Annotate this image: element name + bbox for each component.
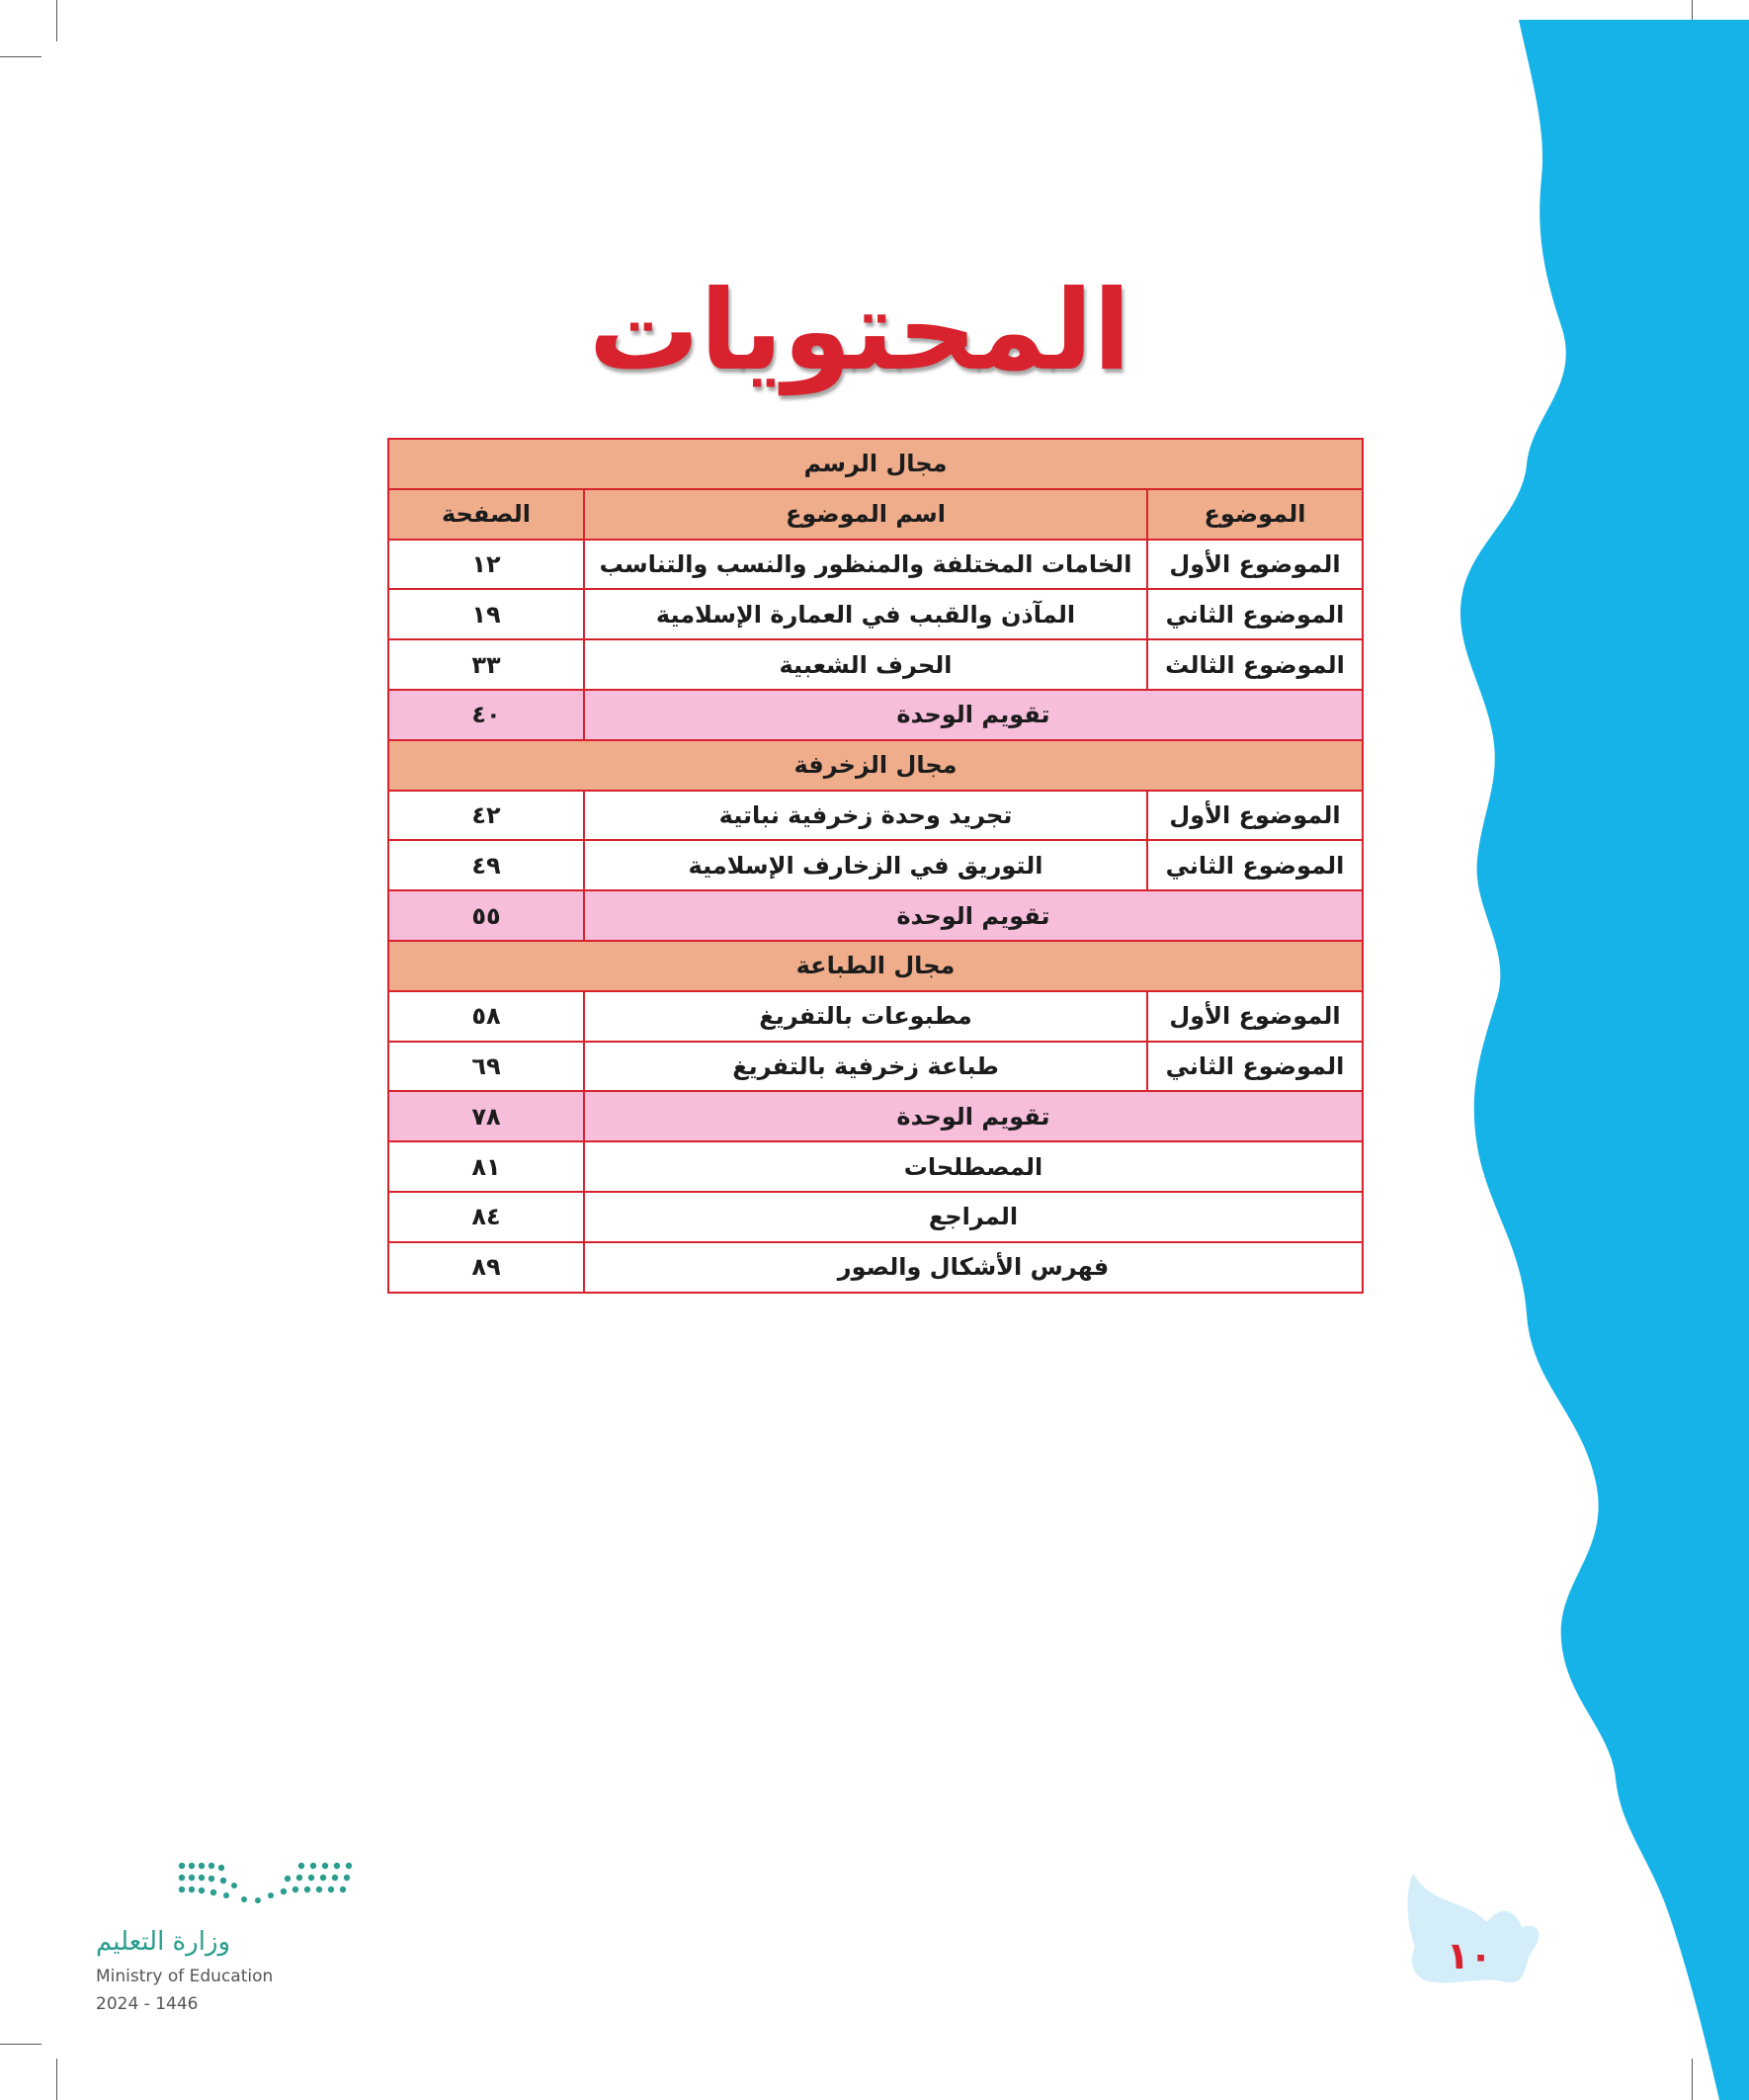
evaluation-label: تقويم الوحدة	[584, 1091, 1363, 1141]
topic-cell: الموضوع الأول	[1147, 791, 1363, 841]
topic-name-cell: الخامات المختلفة والمنظور والنسب والتناسب	[584, 540, 1147, 590]
appendix-label: المراجع	[584, 1192, 1363, 1242]
evaluation-row	[388, 1091, 1363, 1141]
page-cell: ٨٤	[388, 1192, 584, 1242]
topic-cell: الموضوع الثالث	[1147, 639, 1363, 690]
domain-title: مجال الطباعة	[388, 941, 1363, 991]
page-cell: ٤٢	[388, 791, 584, 841]
topic-name-cell: مطبوعات بالتفريغ	[584, 991, 1147, 1042]
appendix-label: فهرس الأشكال والصور	[584, 1242, 1363, 1293]
domain-row	[388, 439, 1363, 489]
table-row	[388, 589, 1363, 639]
topic-cell: الموضوع الثاني	[1147, 1042, 1363, 1092]
table-row	[388, 1042, 1363, 1092]
page-cell: ٨١	[388, 1141, 584, 1192]
topic-name-cell: طباعة زخرفية بالتفريغ	[584, 1042, 1147, 1092]
table-row	[388, 791, 1363, 841]
header-page: الصفحة	[388, 489, 584, 540]
page-cell: ٧٨	[388, 1091, 584, 1141]
page-cell: ١٢	[388, 540, 584, 590]
edition-year: 2024 - 1446	[96, 1994, 199, 2014]
page-cell: ٥٥	[388, 890, 584, 941]
domain-title: مجال الزخرفة	[388, 740, 1363, 791]
header-row	[388, 489, 1363, 540]
table-row	[388, 991, 1363, 1042]
contents-table	[387, 438, 1364, 1294]
ministry-name-arabic: وزارة التعليم	[96, 1927, 231, 1957]
table-row	[388, 840, 1363, 890]
table-row	[388, 540, 1363, 590]
topic-cell: الموضوع الثاني	[1147, 840, 1363, 890]
domain-row	[388, 740, 1363, 791]
appendix-row	[388, 1192, 1363, 1242]
table-row	[388, 639, 1363, 690]
topic-name-cell: التوريق في الزخارف الإسلامية	[584, 840, 1147, 890]
topic-cell: الموضوع الأول	[1147, 540, 1363, 590]
domain-title: مجال الرسم	[388, 439, 1363, 489]
header-topic: الموضوع	[1147, 489, 1363, 540]
evaluation-row	[388, 690, 1363, 740]
topic-name-cell: الحرف الشعبية	[584, 639, 1147, 690]
appendix-row	[388, 1141, 1363, 1192]
appendix-row	[388, 1242, 1363, 1293]
appendix-label: المصطلحات	[584, 1141, 1363, 1192]
page-cell: ١٩	[388, 589, 584, 639]
evaluation-label: تقويم الوحدة	[584, 890, 1363, 941]
ministry-logo-icon	[177, 1856, 355, 1915]
ministry-name-english: Ministry of Education	[96, 1967, 274, 1986]
domain-row	[388, 941, 1363, 991]
topic-cell: الموضوع الثاني	[1147, 589, 1363, 639]
page-cell: ٨٩	[388, 1242, 584, 1293]
page-title: المحتويات	[588, 267, 1131, 395]
evaluation-row	[388, 890, 1363, 941]
header-name: اسم الموضوع	[584, 489, 1147, 540]
evaluation-label: تقويم الوحدة	[584, 690, 1363, 740]
page-number: ١٠	[1446, 1934, 1493, 1977]
topic-cell: الموضوع الأول	[1147, 991, 1363, 1042]
page-cell: ٥٨	[388, 991, 584, 1042]
page-cell: ٤٩	[388, 840, 584, 890]
topic-name-cell: تجريد وحدة زخرفية نباتية	[584, 791, 1147, 841]
topic-name-cell: المآذن والقبب في العمارة الإسلامية	[584, 589, 1147, 639]
page-cell: ٦٩	[388, 1042, 584, 1092]
page-cell: ٣٣	[388, 639, 584, 690]
page-cell: ٤٠	[388, 690, 584, 740]
